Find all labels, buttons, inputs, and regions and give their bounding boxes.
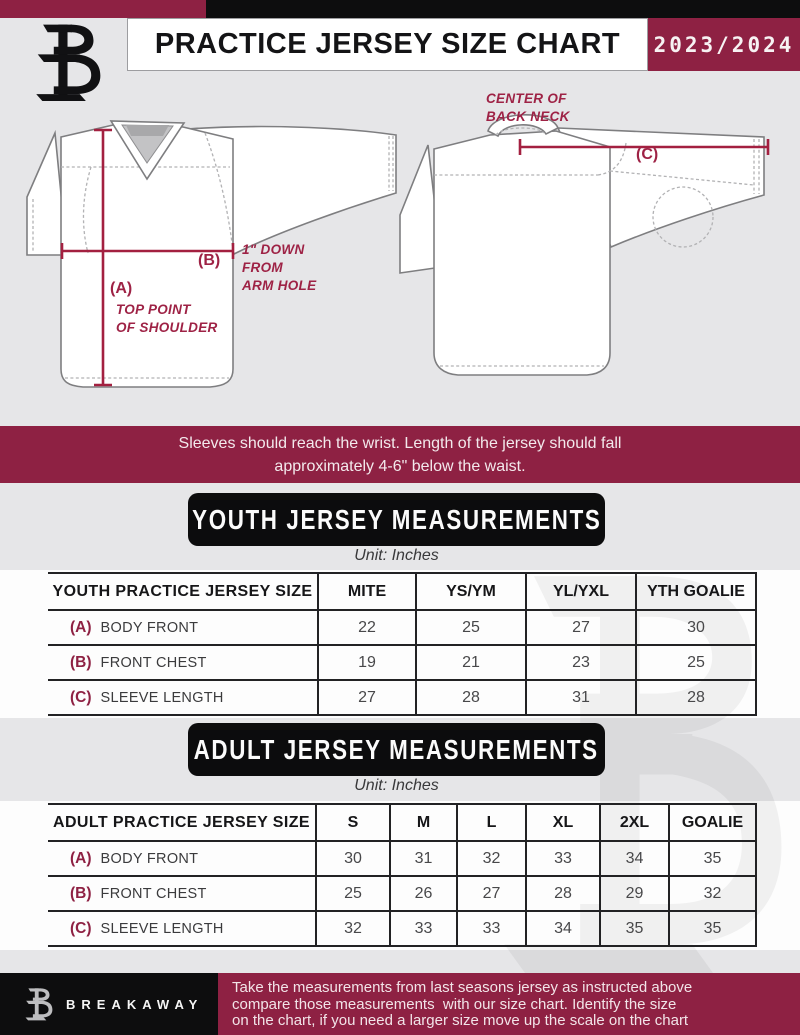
table-row — [48, 841, 756, 876]
page-title — [127, 18, 648, 71]
breakaway-b-logo-icon — [26, 20, 106, 104]
measure-label: SLEEVE LENGTH — [100, 689, 224, 706]
measure-value: 28 — [526, 876, 600, 911]
adult-size-table — [48, 803, 757, 947]
youth-size-table — [48, 572, 757, 716]
notice-line-1: Sleeves should reach the wrist. Length of the jersey should fall — [178, 434, 622, 452]
youth-header-row — [48, 573, 756, 610]
measure-value: 25 — [316, 876, 390, 911]
notice-line-2: approximately 4-6" below the waist. — [274, 457, 526, 475]
table-row — [48, 645, 756, 680]
header-maroon-strip — [0, 0, 206, 18]
adult-col-header: S — [316, 804, 390, 841]
center-back-neck-label: CENTER OF BACK NECK — [486, 91, 570, 124]
measure-label: FRONT CHEST — [100, 654, 207, 671]
fit-notice-banner — [0, 426, 800, 483]
table-row — [48, 911, 756, 946]
measure-value: 26 — [390, 876, 457, 911]
label-a: (A) — [110, 280, 133, 297]
footer-instructions — [218, 973, 800, 1035]
measure-label: BODY FRONT — [100, 619, 199, 636]
adult-col-header: 2XL — [600, 804, 669, 841]
measure-value: 32 — [669, 876, 756, 911]
measure-label: FRONT CHEST — [100, 885, 207, 902]
measure-key: (B) — [70, 884, 92, 902]
footer-line-3: on the chart, if you need a larger size move up the scale on the chart — [232, 1012, 689, 1029]
adult-unit-label: Unit: Inches — [354, 777, 439, 794]
header-black-strip — [206, 0, 800, 18]
youth-section-banner — [188, 493, 605, 546]
measure-value: 25 — [416, 610, 526, 645]
measure-value: 35 — [669, 841, 756, 876]
measure-value: 28 — [416, 680, 526, 715]
measure-value: 34 — [600, 841, 669, 876]
measure-value: 19 — [318, 645, 416, 680]
measure-value: 30 — [316, 841, 390, 876]
measure-value: 23 — [526, 645, 636, 680]
measure-value: 21 — [416, 645, 526, 680]
youth-col-header: MITE — [318, 573, 416, 610]
adult-col-header: ADULT PRACTICE JERSEY SIZE — [53, 813, 310, 831]
measure-value: 25 — [636, 645, 756, 680]
measure-value: 29 — [600, 876, 669, 911]
table-row — [48, 876, 756, 911]
measure-key: (A) — [70, 618, 92, 636]
adult-section-banner — [188, 723, 605, 776]
adult-col-header: L — [457, 804, 526, 841]
adult-col-header: XL — [526, 804, 600, 841]
measure-value: 31 — [526, 680, 636, 715]
youth-col-header: YL/YXL — [526, 573, 636, 610]
season-badge — [648, 18, 800, 71]
youth-col-header: YOUTH PRACTICE JERSEY SIZE — [52, 582, 313, 600]
arm-hole-label: 1" DOWN FROM ARM HOLE — [242, 242, 317, 293]
brand-name: BREAKAWAY — [66, 996, 204, 1012]
youth-unit-label: Unit: Inches — [354, 547, 439, 564]
youth-section-title: YOUTH JERSEY MEASUREMENTS — [191, 503, 602, 535]
measure-value: 33 — [457, 911, 526, 946]
measure-value: 28 — [636, 680, 756, 715]
page-title-text: PRACTICE JERSEY SIZE CHART — [154, 28, 621, 60]
measure-value: 34 — [526, 911, 600, 946]
measure-key: (C) — [70, 919, 92, 937]
measure-value: 27 — [457, 876, 526, 911]
adult-header-row — [48, 804, 756, 841]
adult-col-header: M — [390, 804, 457, 841]
measure-value: 33 — [390, 911, 457, 946]
label-c: (C) — [636, 146, 659, 163]
footer-brand-block — [0, 973, 218, 1035]
measure-label: BODY FRONT — [100, 850, 199, 867]
table-row — [48, 680, 756, 715]
footer-line-2: compare those measurements with our size chart. Identify the size — [232, 995, 677, 1013]
measure-key: (C) — [70, 688, 92, 706]
top-point-label: TOP POINT OF SHOULDER — [116, 302, 218, 335]
label-b: (B) — [198, 252, 221, 269]
measure-key: (A) — [70, 849, 92, 867]
measure-key: (B) — [70, 653, 92, 671]
measure-value: 32 — [316, 911, 390, 946]
measure-value: 33 — [526, 841, 600, 876]
breakaway-b-footer-icon — [22, 986, 54, 1022]
measure-value: 35 — [600, 911, 669, 946]
measure-value: 31 — [390, 841, 457, 876]
footer-line-1: Take the measurements from last seasons jersey as instructed above — [232, 979, 693, 996]
youth-col-header: YTH GOALIE — [636, 573, 756, 610]
measure-value: 35 — [669, 911, 756, 946]
jersey-back-diagram — [398, 95, 792, 405]
measure-value: 27 — [318, 680, 416, 715]
measure-label: SLEEVE LENGTH — [100, 920, 224, 937]
measure-value: 27 — [526, 610, 636, 645]
measure-value: 30 — [636, 610, 756, 645]
table-row — [48, 610, 756, 645]
season-text: 2023/2024 — [653, 32, 795, 57]
measure-value: 22 — [318, 610, 416, 645]
youth-col-header: YS/YM — [416, 573, 526, 610]
adult-col-header: GOALIE — [669, 804, 756, 841]
measure-value: 32 — [457, 841, 526, 876]
adult-section-title: ADULT JERSEY MEASUREMENTS — [193, 733, 600, 765]
